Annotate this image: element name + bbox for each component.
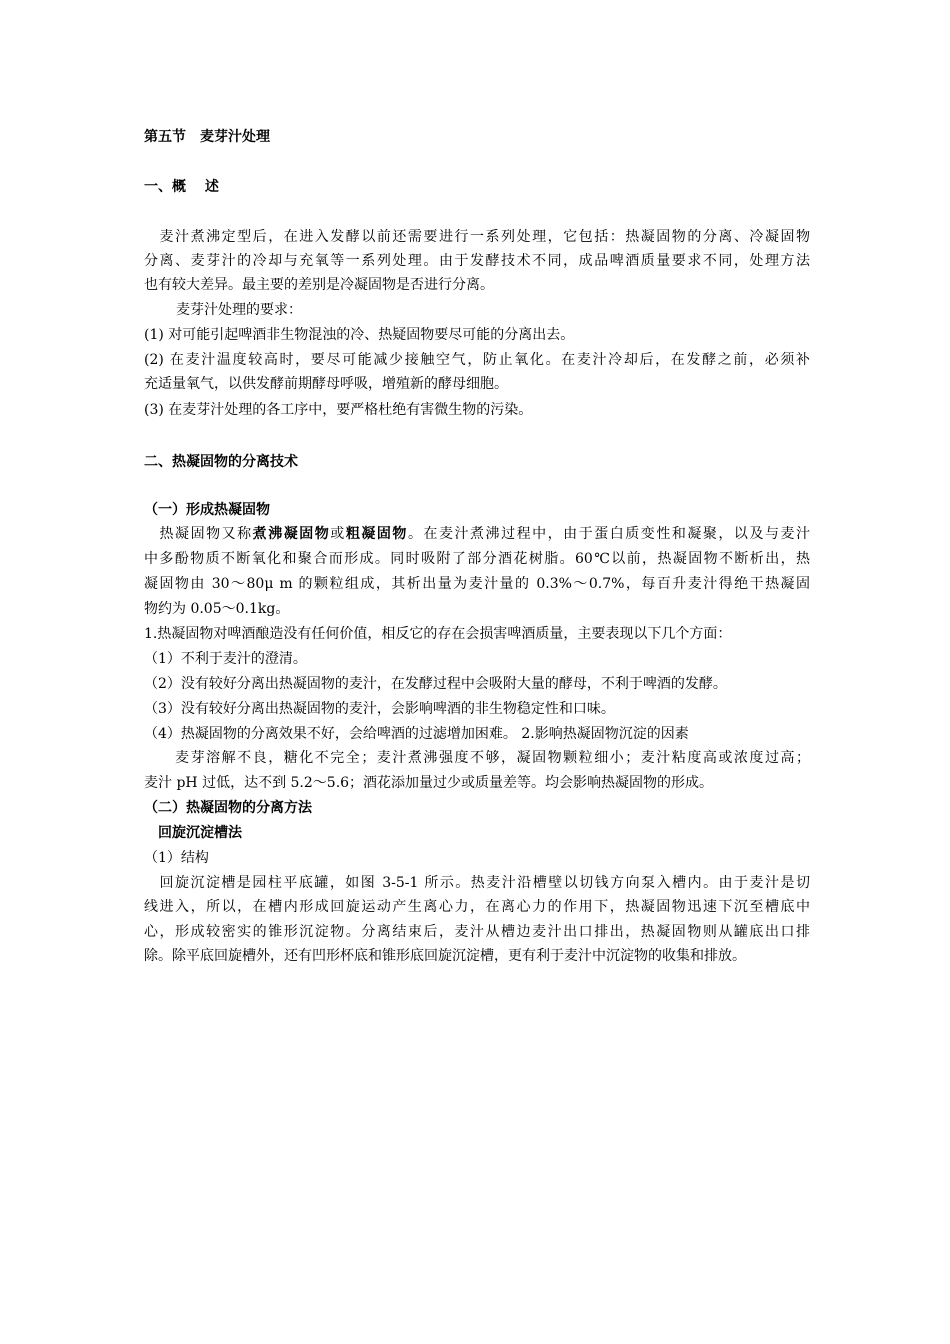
structure-line: 心，形成较密实的锥形沉淀物。分离结束后，麦汁从槽边麦汁出口排出，热凝固物则从罐底出口排 [144,924,810,940]
formation-line: 凝固物由 30～80μ m 的颗粒组成，其析出量为麦汁量的 0.3%～0.7%，每百升麦汁得绝干热凝固 [144,576,810,592]
effect-item: （2）没有较好分离出热凝固物的麦汁，在发酵过程中会吸附大量的酵母，不利于啤酒的发酵。 [144,676,727,692]
section-title: 第五节 麦芽汁处理 [144,129,270,145]
effect-item: （4）热凝固物的分离效果不好，会给啤酒的过滤增加困难。 2.影响热凝固物沉淀的因素 [144,726,689,742]
structure-label: （1）结构 [144,850,209,866]
overview-line: 麦汁煮沸定型后，在进入发酵以前还需要进行一系列处理，它包括：热凝固物的分离、冷凝固物 [144,229,810,245]
requirements-title: 麦芽汁处理的要求： [176,302,302,318]
factors-line: 麦汁 pH 过低，达不到 5.2～5.6；酒花添加量过少或质量差等。均会影响热凝固物的形成。 [144,775,714,791]
requirement-item: (2) 在麦汁温度较高时，要尽可能减少接触空气，防止氧化。在麦汁冷却后，在发酵之前，必须补 [144,352,810,368]
term-coarse-coagulum: 粗凝固物 [345,526,408,542]
structure-line: 回旋沉淀槽是园柱平底罐，如图 3-5-1 所示。热麦汁沿槽壁以切钱方向泵入槽内。由于麦汁是切 [144,875,810,891]
structure-line: 线进入，所以，在槽内形成回旋运动产生离心力，在离心力的作用下，热凝固物迅速下沉至槽底中 [144,899,810,915]
effect-item: （1）不利于麦汁的澄清。 [144,651,307,667]
effect-item: （3）没有较好分离出热凝固物的麦汁，会影响啤酒的非生物稳定性和口味。 [144,701,615,717]
effects-intro: 1.热凝固物对啤酒酿造没有任何价值，相反它的存在会损害啤酒质量，主要表现以下几个方面： [144,626,732,642]
subheading-formation: （一）形成热凝固物 [144,502,270,518]
heading-overview: 一、概 述 [144,179,219,195]
overview-line: 也有较大差异。最主要的差别是冷凝固物是否进行分离。 [144,277,494,293]
requirement-item: 充适量氧气，以供发酵前期酵母呼吸，增殖新的酵母细胞。 [144,376,508,392]
subheading-methods: （二）热凝固物的分离方法 [144,800,312,816]
method-title: 回旋沉淀槽法 [144,825,242,841]
structure-line: 除。除平底回旋槽外，还有凹形杯底和锥形底回旋沉淀槽，更有利于麦汁中沉淀物的收集和排放。 [144,948,746,964]
overview-line: 分离、麦芽汁的冷却与充氧等一系列处理。由于发酵技术不同，成品啤酒质量要求不同，处理方法 [144,253,810,269]
requirement-item: (3) 在麦芽汁处理的各工序中，要严格杜绝有害微生物的污染。 [144,402,533,418]
formation-line: 热凝固物又称煮沸凝固物或粗凝固物。在麦汁煮沸过程中，由于蛋白质变性和凝聚，以及与麦汁 [144,526,810,542]
formation-line: 中多酚物质不断氧化和聚合而形成。同时吸附了部分酒花树脂。60℃以前，热凝固物不断析出，热 [144,551,810,567]
requirement-item: (1) 对可能引起啤酒非生物混浊的冷、热疑固物要尽可能的分离出去。 [144,327,575,343]
factors-line: 麦芽溶解不良，糖化不完全；麦汁煮沸强度不够，凝固物颗粒细小；麦汁粘度高或浓度过高； [144,750,810,766]
term-boiling-coagulum: 煮沸凝固物 [252,526,331,542]
heading-separation: 二、热凝固物的分离技术 [144,454,298,470]
formation-line: 物约为 0.05～0.1kg。 [144,601,290,617]
